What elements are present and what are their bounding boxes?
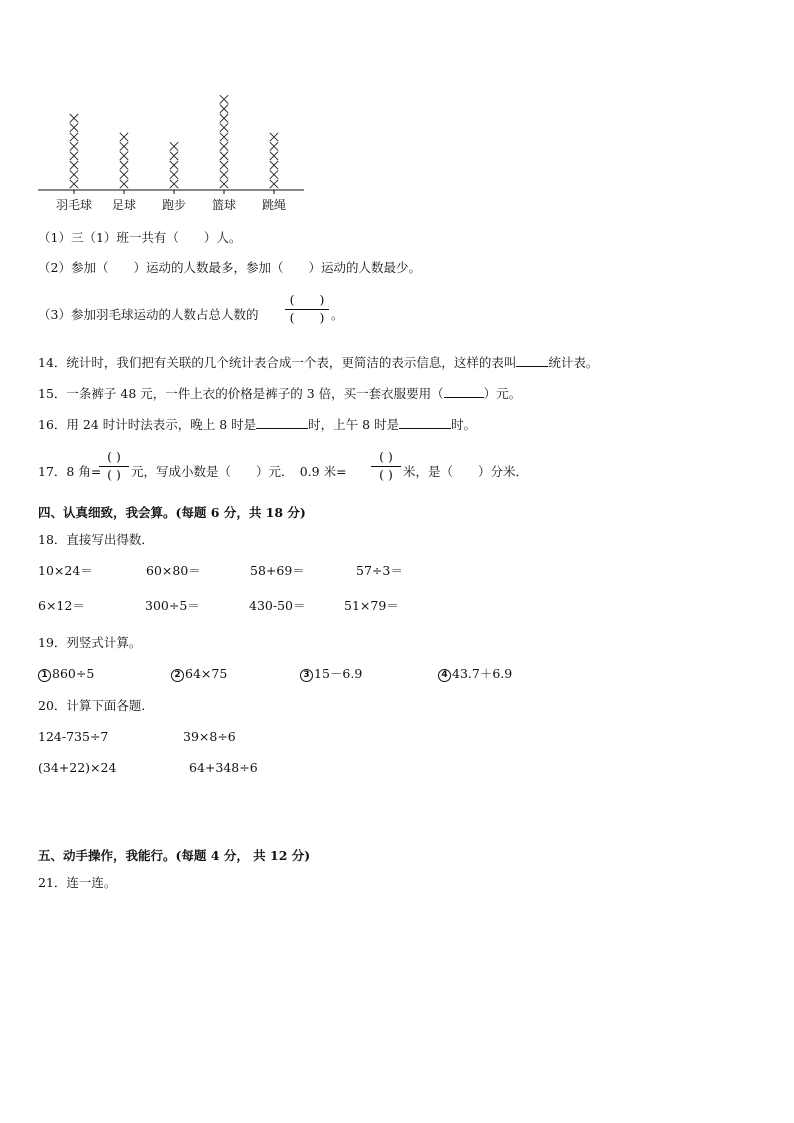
cross-mark bbox=[120, 161, 128, 169]
q21-title: 21．连一连。 bbox=[38, 875, 117, 890]
category-label: 篮球 bbox=[211, 198, 237, 212]
circled-number: 3 bbox=[300, 669, 313, 682]
sport-cross-chart bbox=[34, 78, 334, 218]
cross-mark bbox=[170, 152, 178, 160]
fraction-numerator: ( ) bbox=[289, 292, 325, 307]
circled-number: 4 bbox=[438, 669, 451, 682]
cross-mark bbox=[120, 170, 128, 178]
q16-text-c: 时。 bbox=[451, 417, 477, 432]
cross-mark bbox=[220, 180, 228, 188]
answer-blank[interactable] bbox=[444, 396, 484, 398]
q19-item bbox=[300, 668, 362, 682]
q19-expr: 860÷5 bbox=[52, 666, 95, 681]
q17-fraction-2 bbox=[371, 451, 401, 481]
cross-mark bbox=[70, 114, 78, 122]
cross-mark bbox=[220, 114, 228, 122]
cross-mark bbox=[170, 170, 178, 178]
cross-mark bbox=[70, 123, 78, 131]
section-5-heading: 五、动手操作，我能行。(每题 4 分， 共 12 分) bbox=[38, 848, 311, 863]
q19-item bbox=[171, 668, 227, 682]
q13-part2: （2）参加（ ）运动的人数最多，参加（ ）运动的人数最少。 bbox=[38, 260, 421, 275]
cross-mark bbox=[220, 105, 228, 113]
q18-item: 60×80＝ bbox=[146, 563, 201, 578]
cross-mark bbox=[70, 161, 78, 169]
q18-item: 58+69＝ bbox=[250, 563, 305, 578]
cross-mark bbox=[220, 161, 228, 169]
fraction-numerator: ( ) bbox=[107, 449, 121, 464]
q14-text-b: 统计表。 bbox=[548, 355, 599, 370]
cross-mark bbox=[70, 180, 78, 188]
q19-expr: 15－6.9 bbox=[314, 666, 363, 681]
cross-mark bbox=[270, 142, 278, 150]
q16-text-b: 时，上午 8 时是 bbox=[308, 417, 400, 432]
cross-mark bbox=[220, 123, 228, 131]
fraction-denominator: ( ) bbox=[107, 466, 121, 482]
q19-item bbox=[438, 668, 512, 682]
cross-mark bbox=[270, 170, 278, 178]
cross-mark bbox=[120, 133, 128, 141]
q17-text-c: 米，是（ ）分米． bbox=[403, 464, 529, 479]
q14-text-a: 14．统计时，我们把有关联的几个统计表合成一个表，更简洁的表示信息，这样的表叫 bbox=[38, 355, 517, 370]
q16-text-a: 16．用 24 时计时法表示，晚上 8 时是 bbox=[38, 417, 257, 432]
cross-mark bbox=[70, 170, 78, 178]
fraction-denominator: ( ) bbox=[289, 309, 325, 325]
cross-mark bbox=[220, 95, 228, 103]
circled-number: 2 bbox=[171, 669, 184, 682]
cross-mark bbox=[220, 170, 228, 178]
cross-mark bbox=[70, 152, 78, 160]
q17-fraction-1 bbox=[99, 451, 129, 481]
answer-blank[interactable] bbox=[516, 365, 548, 367]
q20-title: 20．计算下面各题． bbox=[38, 698, 154, 713]
q15-question bbox=[38, 388, 521, 401]
q19-title: 19．列竖式计算。 bbox=[38, 635, 142, 650]
cross-mark bbox=[70, 142, 78, 150]
q20-item: (34+22)×24 bbox=[38, 760, 117, 775]
q19-expr: 64×75 bbox=[185, 666, 228, 681]
cross-mark bbox=[120, 180, 128, 188]
cross-mark bbox=[220, 142, 228, 150]
q13-part3-fraction bbox=[285, 294, 329, 324]
q13-part3-end: 。 bbox=[331, 307, 344, 322]
q18-item: 51×79＝ bbox=[344, 598, 399, 613]
q18-item: 6×12＝ bbox=[38, 598, 85, 613]
cross-mark bbox=[270, 180, 278, 188]
q18-item: 300÷5＝ bbox=[145, 598, 200, 613]
cross-mark bbox=[70, 133, 78, 141]
cross-mark bbox=[220, 133, 228, 141]
q13-part1: （1）三（1）班一共有（ ）人。 bbox=[38, 230, 242, 245]
q19-expr: 43.7＋6.9 bbox=[452, 666, 513, 681]
section-4-heading: 四、认真细致，我会算。(每题 6 分，共 18 分) bbox=[38, 505, 306, 520]
q13-part3: （3）参加羽毛球运动的人数占总人数的 bbox=[38, 307, 259, 322]
q18-item: 430-50＝ bbox=[249, 598, 306, 613]
cross-mark bbox=[170, 161, 178, 169]
cross-mark bbox=[270, 161, 278, 169]
cross-mark bbox=[220, 152, 228, 160]
category-label: 跑步 bbox=[161, 198, 187, 212]
q19-item bbox=[38, 668, 94, 682]
q14-question bbox=[38, 357, 598, 370]
cross-mark bbox=[120, 142, 128, 150]
q18-item: 10×24＝ bbox=[38, 563, 93, 578]
cross-mark bbox=[170, 180, 178, 188]
q17-text-a: 17．8 角= bbox=[38, 464, 102, 479]
category-label: 羽毛球 bbox=[55, 198, 93, 212]
q18-item: 57÷3＝ bbox=[356, 563, 403, 578]
q18-title: 18．直接写出得数． bbox=[38, 532, 154, 547]
answer-blank[interactable] bbox=[256, 427, 308, 429]
cross-mark bbox=[270, 133, 278, 141]
cross-mark bbox=[120, 152, 128, 160]
fraction-denominator: ( ) bbox=[379, 466, 393, 482]
q15-text-a: 15．一条裤子 48 元，一件上衣的价格是裤子的 3 倍，买一套衣服要用（ bbox=[38, 386, 444, 401]
cross-mark bbox=[270, 152, 278, 160]
answer-blank[interactable] bbox=[399, 427, 451, 429]
q15-text-b: ）元。 bbox=[483, 386, 522, 401]
category-label: 足球 bbox=[111, 198, 137, 212]
circled-number: 1 bbox=[38, 669, 51, 682]
fraction-numerator: ( ) bbox=[379, 449, 393, 464]
q16-question bbox=[38, 419, 476, 432]
q20-item: 39×8÷6 bbox=[183, 729, 236, 744]
q20-item: 64+348÷6 bbox=[189, 760, 258, 775]
q17-text-b: 元，写成小数是（ ）元． 0.9 米= bbox=[131, 464, 347, 479]
category-label: 跳绳 bbox=[261, 198, 287, 212]
q20-item: 124-735÷7 bbox=[38, 729, 109, 744]
cross-mark bbox=[170, 142, 178, 150]
